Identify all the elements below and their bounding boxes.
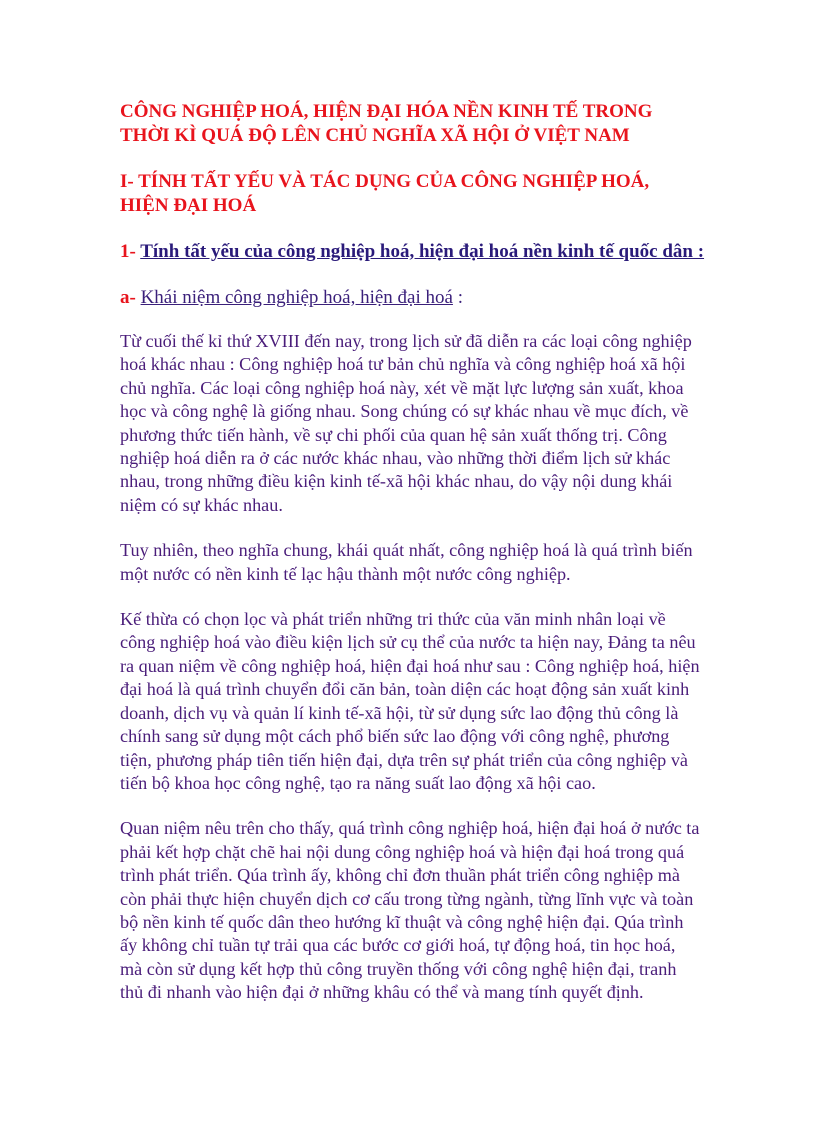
document-title: CÔNG NGHIỆP HOÁ, HIỆN ĐẠI HÓA NỀN KINH TẾ TRONG THỜI KÌ QUÁ ĐỘ LÊN CHỦ NGHĨA XÃ HỘI Ở VIỆT NAM bbox=[120, 101, 653, 146]
subsection-heading-1 bbox=[120, 240, 705, 264]
paragraph: Kế thừa có chọn lọc và phát triển những tri thức của văn minh nhân loại về công nghiệp hoá vào điều kiện lịch sử cụ thể của nước ta hiện nay, Đảng ta nêu ra quan niệm về công nghiệp hoá, hiện đại hoá như sau : Công nghiệp hoá, hiện đại hoá là quá trình chuyển đổi căn bản, toàn diện các hoạt động sản xuất kinh doanh, dịch vụ và quản lí kinh tế-xã hội, từ sử dụng sức lao động thủ công là chính sang sử dụng một cách phổ biến sức lao động với công nghệ, phương tiện, phương pháp tiên tiến hiện đại, dựa trên sự phát triển của công nghiệp và tiến bộ khoa học công nghệ, tạo ra năng suất lao động xã hội cao. bbox=[120, 609, 700, 793]
heading-number: a- bbox=[120, 287, 141, 308]
document-page bbox=[120, 100, 705, 1027]
heading-suffix: : bbox=[452, 287, 463, 308]
heading-number: 1- bbox=[120, 241, 141, 262]
heading-text: Tính tất yếu của công nghiệp hoá, hiện đại hoá nền kinh tế quốc dân : bbox=[140, 241, 705, 262]
section-heading: I- TÍNH TẤT YẾU VÀ TÁC DỤNG CỦA CÔNG NGHIỆP HOÁ, HIỆN ĐẠI HOÁ bbox=[120, 171, 650, 216]
paragraph: Tuy nhiên, theo nghĩa chung, khái quát nhất, công nghiệp hoá là quá trình biến một nước có nền kinh tế lạc hậu thành một nước công nghiệp. bbox=[120, 540, 693, 584]
subsection-heading-a bbox=[120, 286, 700, 310]
heading-text: Khái niệm công nghiệp hoá, hiện đại hoá bbox=[140, 287, 453, 308]
paragraph: Quan niệm nêu trên cho thấy, quá trình công nghiệp hoá, hiện đại hoá ở nước ta phải kết hợp chặt chẽ hai nội dung công nghiệp hoá và hiện đại hoá trong quá trình phát triển. Qúa trình ấy, không chỉ đơn thuần phát triển công nghiệp mà còn phải thực hiện chuyển dịch cơ cấu trong từng ngành, từng lĩnh vực và toàn bộ nền kinh tế quốc dân theo hướng kĩ thuật và công nghệ hiện đại. Qúa trình ấy không chỉ tuần tự trải qua các bước cơ giới hoá, tự động hoá, tin học hoá, mà còn sử dụng kết hợp thủ công truyền thống với công nghệ hiện đại, tranh thủ đi nhanh vào hiện đại ở những khâu có thể và mang tính quyết định. bbox=[120, 818, 700, 1003]
paragraph: Từ cuối thế kỉ thứ XVIII đến nay, trong lịch sử đã diễn ra các loại công nghiệp hoá khác nhau : Công nghiệp hoá tư bản chủ nghĩa và công nghiệp hoá xã hội chủ nghĩa. Các loại công nghiệp hoá này, xét về mặt lực lượng sản xuất, khoa học và công nghệ là giống nhau. Song chúng có sự khác nhau về mục đích, về phương thức tiến hành, về sự chi phối của quan hệ sản xuất thống trị. Công nghiệp hoá diễn ra ở các nước khác nhau, vào những thời điểm lịch sử khác nhau, trong những điều kiện kinh tế-xã hội khác nhau, do vậy nội dung khái niệm có sự khác nhau. bbox=[120, 331, 692, 515]
